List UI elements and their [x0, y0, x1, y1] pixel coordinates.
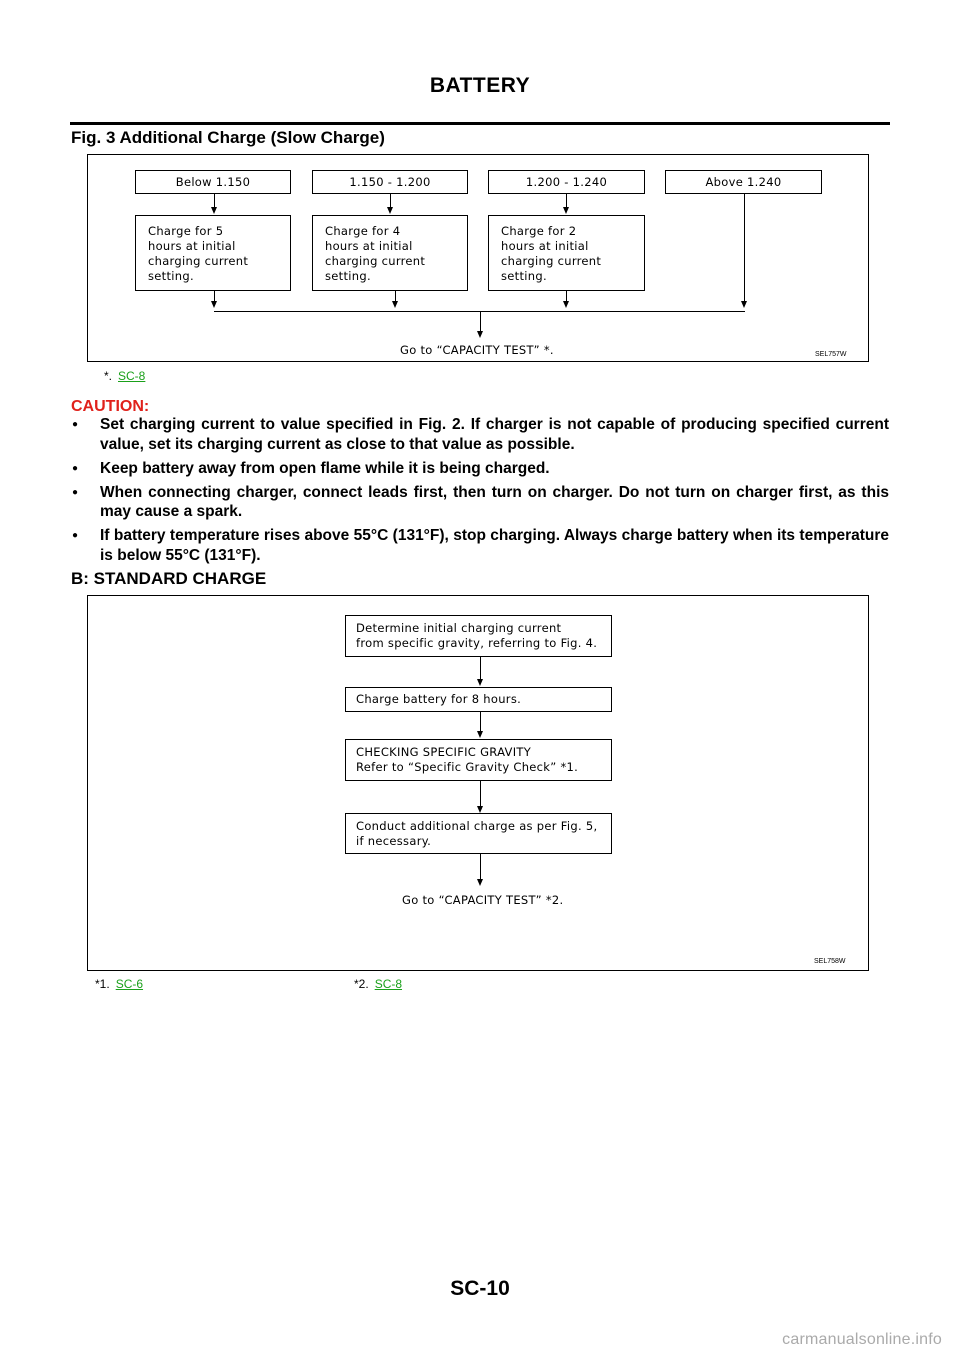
connector-line [566, 194, 567, 208]
step-check-specific-gravity: CHECKING SPECIFIC GRAVITY Refer to “Specific Gravity Check” *1. [345, 739, 612, 781]
arrow-down-icon [741, 301, 747, 308]
connector-line [480, 311, 481, 332]
connector-line [480, 781, 481, 807]
caution-item: ● If battery temperature rises above 55°C (131°F), stop charging. Always charge battery when its temperature is below 55°C (131°F). [71, 526, 889, 565]
connector-line [480, 854, 481, 880]
fig3-diagram [87, 154, 869, 362]
footnote-link-sc8[interactable]: SC-8 [118, 369, 146, 383]
section-heading-standard-charge: B: STANDARD CHARGE [71, 569, 267, 588]
arrow-down-icon [477, 679, 483, 686]
arrow-down-icon [211, 207, 217, 214]
connector-line [480, 712, 481, 732]
page-number: SC-10 [450, 1277, 510, 1300]
footnote-marker: *2. [354, 977, 369, 991]
caution-item: ● Set charging current to value specified in Fig. 2. If charger is not capable of producing specified current value, set its charging current as close to that value as possible. [71, 415, 889, 454]
goto-capacity-test: Go to “CAPACITY TEST” *2. [402, 893, 564, 907]
gravity-range-1150-1200: 1.150 - 1.200 [312, 170, 468, 194]
std-footnote-2 [354, 977, 402, 991]
gravity-range-below-1150: Below 1.150 [135, 170, 291, 194]
arrow-down-icon [477, 879, 483, 886]
footnote-link-sc8[interactable]: SC-8 [374, 977, 403, 991]
goto-capacity-test: Go to “CAPACITY TEST” *. [400, 343, 554, 357]
arrow-down-icon [477, 806, 483, 813]
caution-list [71, 415, 889, 570]
step-determine-current: Determine initial charging current from specific gravity, referring to Fig. 4. [345, 615, 612, 657]
charge-box-5h: Charge for 5 hours at initial charging current setting. [135, 215, 291, 291]
arrow-down-icon [477, 331, 483, 338]
footnote-marker: *1. [95, 977, 110, 991]
connector-line [480, 657, 481, 680]
caution-item: ● Keep battery away from open flame while it is being charged. [71, 459, 889, 479]
page-header-title: BATTERY [429, 74, 531, 97]
gravity-range-above-1240: Above 1.240 [665, 170, 822, 194]
footnote-marker: *. [104, 369, 113, 383]
step-charge-8-hours: Charge battery for 8 hours. [345, 687, 612, 712]
arrow-down-icon [563, 301, 569, 308]
header-rule [70, 122, 890, 125]
std-footnote-1 [95, 977, 143, 991]
arrow-down-icon [392, 301, 398, 308]
connector-line [744, 194, 745, 303]
fig3-title: Fig. 3 Additional Charge (Slow Charge) [71, 128, 385, 147]
gravity-range-1200-1240: 1.200 - 1.240 [488, 170, 645, 194]
arrow-down-icon [563, 207, 569, 214]
connector-line [214, 194, 215, 208]
charge-box-4h: Charge for 4 hours at initial charging current setting. [312, 215, 468, 291]
arrow-down-icon [477, 731, 483, 738]
arrow-down-icon [387, 207, 393, 214]
watermark: carmanualsonline.info [782, 1331, 942, 1348]
fig3-footnote [104, 369, 145, 383]
charge-box-2h: Charge for 2 hours at initial charging current setting. [488, 215, 645, 291]
footnote-link-sc6[interactable]: SC-6 [115, 977, 144, 991]
figure-code: SEL757W [815, 351, 847, 358]
caution-item: ● When connecting charger, connect leads first, then turn on charger. Do not turn on charger first, as this may cause a spark. [71, 483, 889, 522]
step-additional-charge: Conduct additional charge as per Fig. 5, if necessary. [345, 813, 612, 854]
figure-code: SEL758W [814, 958, 846, 965]
arrow-down-icon [211, 301, 217, 308]
standard-charge-diagram [87, 595, 869, 971]
connector-line [390, 194, 391, 208]
caution-label: CAUTION: [71, 398, 150, 415]
